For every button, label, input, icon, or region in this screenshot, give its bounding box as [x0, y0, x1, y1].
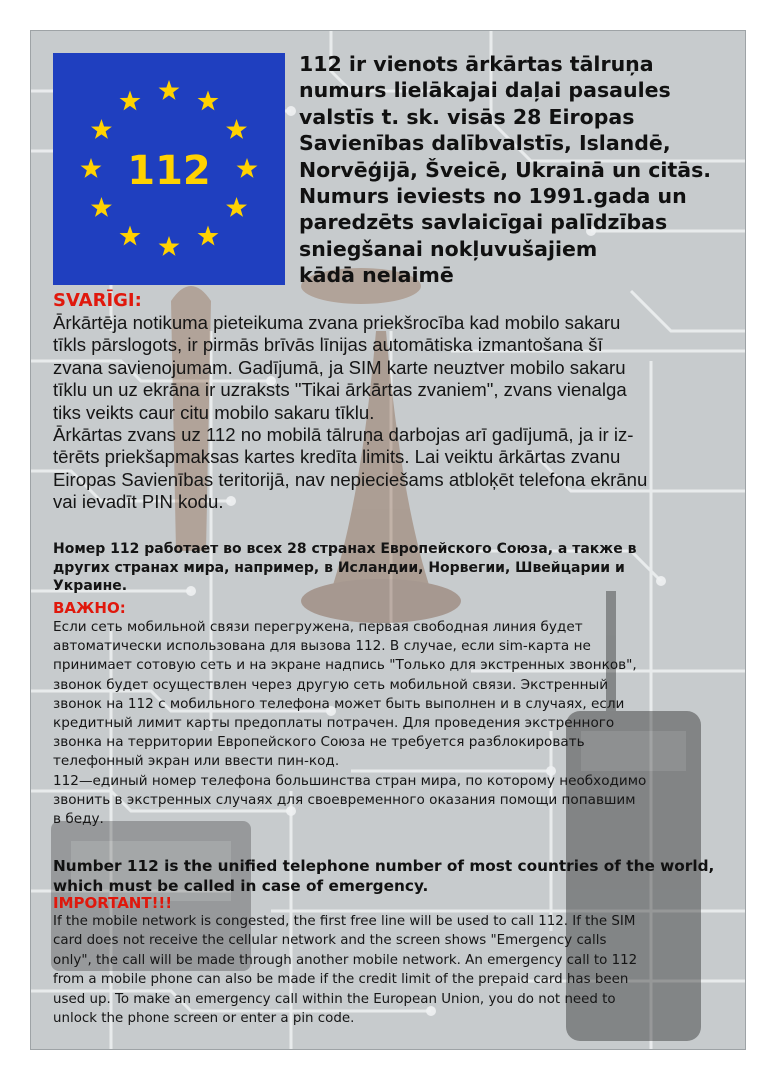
- english-body-line: card does not receive the cellular network and the screen shows "Emergency calls: [53, 933, 607, 949]
- russian-intro-line: Украине.: [53, 578, 128, 594]
- latvian-intro-line: paredzēts savlaicīgai palīdzības: [299, 210, 668, 235]
- russian-intro: [53, 540, 733, 596]
- latvian-body-line: tīklu un uz ekrāna ir uzraksts "Tikai ārkārtas zvaniem", zvans vienalga: [53, 379, 627, 401]
- russian-intro-line: других странах мира, например, в Исландии, Норвегии, Швейцарии и: [53, 559, 625, 576]
- latvian-body-line: Ārkārtas zvans uz 112 no mobilā tālruņa darbojas arī gadījumā, ja ir iz-: [53, 424, 634, 446]
- english-body: [53, 912, 733, 1028]
- latvian-intro-line: 112 ir vienots ārkārtas tālruņa: [299, 52, 654, 76]
- russian-body-line: телефонный экран или ввести пин-код.: [53, 753, 340, 770]
- english-body-line: used up. To make an emergency call within the European Union, you do not need to: [53, 991, 616, 1007]
- latvian-important-heading: SVARĪGI:: [53, 290, 142, 311]
- english-body-line: If the mobile network is congested, the first free line will be used to call 112. If the SIM: [53, 914, 636, 929]
- latvian-intro: [299, 51, 739, 289]
- latvian-intro-line: numurs lielākajai daļai pasaules: [299, 78, 671, 103]
- english-body-line: from a mobile phone can also be made if the credit limit of the prepaid card has been: [53, 972, 629, 988]
- latvian-body-line: Ārkārtēja notikuma pieteikuma zvana priekšrocība kad mobilo sakaru: [53, 312, 621, 333]
- russian-body-line: Если сеть мобильной связи перегружена, первая свободная линия будет: [53, 619, 583, 635]
- russian-body-line: принимает сотовую сеть и на экране надпись "Только для экстренных звонков",: [53, 657, 637, 674]
- latvian-intro-line: Numurs ieviests no 1991.gada un: [299, 184, 687, 209]
- russian-body-line: звонка на территории Европейского Союза не требуется разблокировать: [53, 734, 585, 751]
- latvian-intro-line: Norvēģijā, Šveicē, Ukrainā un citās.: [299, 157, 712, 182]
- russian-important-heading: ВАЖНО:: [53, 599, 126, 617]
- russian-body-line: кредитный лимит карты предоплаты потрачен. Для проведения экстренного: [53, 715, 615, 732]
- russian-body-line: автоматически использована для вызова 112. В случае, если sim-карта не: [53, 638, 591, 655]
- flag-number: 112: [127, 148, 211, 194]
- english-body-line: only", the call will be made through another mobile network. An emergency call to 112: [53, 952, 638, 968]
- latvian-intro-line: sniegšanai nokļuvušajiem: [299, 236, 598, 261]
- latvian-body: [53, 312, 733, 514]
- latvian-important-section: [53, 290, 733, 514]
- latvian-intro-line: valstīs t. sk. visās 28 Eiropas: [299, 104, 635, 129]
- latvian-body-line: Eiropas Savienības teritorijā, nav nepieciešams atbloķēt telefona ekrānu: [53, 468, 648, 490]
- poster: [30, 30, 746, 1050]
- russian-body-line: в беду.: [53, 811, 104, 828]
- english-intro-line: Number 112 is the unified telephone number of most countries of the world,: [53, 857, 715, 875]
- latvian-body-line: zvana savienojumam. Gadījumā, ja SIM karte neuztver mobilo sakaru: [53, 356, 626, 378]
- russian-body: [53, 618, 733, 829]
- latvian-body-line: vai ievadīt PIN kodu.: [53, 491, 224, 513]
- latvian-body-line: tīkls pārslogots, ir pirmās brīvās līnijas automātiska izmantošana šī: [53, 334, 603, 356]
- russian-body-line: 112—единый номер телефона большинства стран мира, по которому необходимо: [53, 772, 647, 789]
- latvian-body-line: tērēts priekšapmaksas kartes kredīta limits. Lai veiktu ārkārtas zvanu: [53, 446, 621, 468]
- english-body-line: unlock the phone screen or enter a pin code.: [53, 1011, 355, 1027]
- english-important-heading: IMPORTANT!!!: [53, 894, 173, 912]
- latvian-intro-line: Savienības dalībvalstīs, Islandē,: [299, 131, 671, 156]
- russian-body-line: звонок на 112 с мобильного телефона может быть выполнен и в случаях, если: [53, 695, 625, 712]
- english-important-section: [53, 894, 733, 1028]
- latvian-intro-line: kādā nelaimē: [299, 263, 454, 288]
- russian-body-line: звонок будет осуществлен через другую сеть мобильной связи. Экстренный: [53, 676, 609, 693]
- latvian-body-line: tiks veikts caur citu mobilo sakaru tīklu.: [53, 401, 375, 423]
- english-intro: [53, 856, 743, 896]
- eu-112-flag: [53, 53, 285, 285]
- russian-intro-line: Номер 112 работает во всех 28 странах Европейского Союза, а также в: [53, 541, 637, 557]
- russian-important-section: [53, 599, 733, 829]
- english-intro-line: which must be called in case of emergency.: [53, 877, 429, 895]
- russian-body-line: звонить в экстренных случаях для своевременного оказания помощи попавшим: [53, 791, 636, 808]
